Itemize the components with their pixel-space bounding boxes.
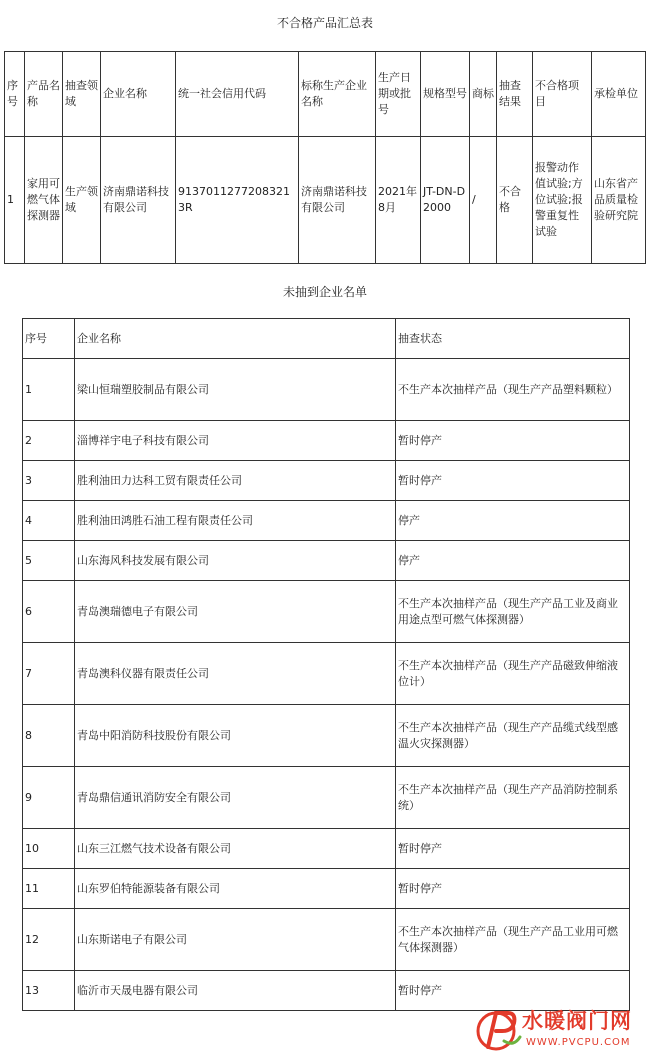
cell-index: 11	[23, 869, 75, 909]
header-cell: 序号	[23, 319, 75, 359]
unsampled-header-row	[23, 319, 630, 359]
cell-index: 4	[23, 501, 75, 541]
table-row	[23, 705, 630, 767]
table-row	[23, 359, 630, 421]
header-cell: 企业名称	[75, 319, 396, 359]
cell-status: 不生产本次抽样产品（现生产产品塑料颗粒）	[396, 359, 630, 421]
cell-inspector: 山东省产品质量检验研究院	[592, 137, 646, 264]
cell-index: 2	[23, 421, 75, 461]
header-cell: 生产日期或批号	[376, 52, 421, 137]
nonconforming-products-table	[4, 51, 646, 264]
table-row	[23, 909, 630, 971]
cell-status: 暂时停产	[396, 829, 630, 869]
cell-status: 不生产本次抽样产品（现生产产品工业及商业用途点型可燃气体探测器）	[396, 581, 630, 643]
unsampled-companies-table	[22, 318, 630, 1011]
header-cell: 统一社会信用代码	[176, 52, 299, 137]
cell-company: 青岛澳科仪器有限责任公司	[75, 643, 396, 705]
cell-index: 1	[5, 137, 25, 264]
table-row	[23, 643, 630, 705]
cell-domain: 生产领域	[63, 137, 101, 264]
header-cell: 标称生产企业名称	[299, 52, 376, 137]
cell-company: 临沂市天晟电器有限公司	[75, 971, 396, 1011]
cell-company: 胜利油田力达科工贸有限责任公司	[75, 461, 396, 501]
pvcpu-logo-icon	[474, 1003, 522, 1057]
cell-company: 济南鼎诺科技有限公司	[101, 137, 176, 264]
header-cell: 不合格项目	[533, 52, 592, 137]
cell-status: 停产	[396, 541, 630, 581]
cell-company: 青岛澳瑞德电子有限公司	[75, 581, 396, 643]
table-row	[23, 461, 630, 501]
cell-status: 暂时停产	[396, 421, 630, 461]
cell-company: 山东罗伯特能源装备有限公司	[75, 869, 396, 909]
cell-company: 胜利油田鸿胜石油工程有限责任公司	[75, 501, 396, 541]
table-row	[23, 541, 630, 581]
cell-index: 7	[23, 643, 75, 705]
cell-status: 不生产本次抽样产品（现生产产品缆式线型感温火灾探测器）	[396, 705, 630, 767]
cell-company: 山东海风科技发展有限公司	[75, 541, 396, 581]
cell-production-date: 2021年8月	[376, 137, 421, 264]
unsampled-title: 未抽到企业名单	[282, 285, 367, 299]
header-cell: 抽查领域	[63, 52, 101, 137]
cell-index: 9	[23, 767, 75, 829]
cell-company: 山东斯诺电子有限公司	[75, 909, 396, 971]
cell-index: 6	[23, 581, 75, 643]
header-cell: 企业名称	[101, 52, 176, 137]
cell-status: 不生产本次抽样产品（现生产产品工业用可燃气体探测器）	[396, 909, 630, 971]
cell-trademark: /	[470, 137, 497, 264]
cell-company: 淄博祥宇电子科技有限公司	[75, 421, 396, 461]
cell-status: 不生产本次抽样产品（现生产产品消防控制系统）	[396, 767, 630, 829]
cell-status: 不生产本次抽样产品（现生产产品磁致伸缩液位计）	[396, 643, 630, 705]
table-row	[23, 767, 630, 829]
header-cell: 抽查状态	[396, 319, 630, 359]
header-cell: 序号	[5, 52, 25, 137]
cell-status: 暂时停产	[396, 869, 630, 909]
watermark-brand: 水暖阀门网	[522, 1009, 632, 1033]
table-row	[23, 581, 630, 643]
cell-status: 暂时停产	[396, 461, 630, 501]
cell-index: 10	[23, 829, 75, 869]
table-row	[23, 829, 630, 869]
header-cell: 产品名称	[25, 52, 63, 137]
cell-company: 山东三江燃气技术设备有限公司	[75, 829, 396, 869]
watermark-url: WWW.PVCPU.COM	[526, 1037, 631, 1048]
cell-index: 3	[23, 461, 75, 501]
cell-credit-code: 91370112772083213R	[176, 137, 299, 264]
summary-title: 不合格产品汇总表	[276, 16, 373, 30]
cell-status: 停产	[396, 501, 630, 541]
cell-index: 13	[23, 971, 75, 1011]
cell-status: 暂时停产	[396, 971, 630, 1011]
header-cell: 商标	[470, 52, 497, 137]
header-cell: 抽查结果	[497, 52, 533, 137]
cell-failed-items: 报警动作值试验;方位试验;报警重复性试验	[533, 137, 592, 264]
cell-nominal-producer: 济南鼎诺科技有限公司	[299, 137, 376, 264]
table-row	[5, 137, 646, 264]
header-cell: 规格型号	[421, 52, 470, 137]
cell-company: 青岛鼎信通讯消防安全有限公司	[75, 767, 396, 829]
site-watermark	[474, 1003, 644, 1057]
cell-result: 不合格	[497, 137, 533, 264]
cell-index: 8	[23, 705, 75, 767]
table-row	[23, 869, 630, 909]
header-cell: 承检单位	[592, 52, 646, 137]
cell-company: 梁山恒瑞塑胶制品有限公司	[75, 359, 396, 421]
cell-index: 1	[23, 359, 75, 421]
summary-header-row	[5, 52, 646, 137]
cell-company: 青岛中阳消防科技股份有限公司	[75, 705, 396, 767]
cell-product-name: 家用可燃气体探测器	[25, 137, 63, 264]
cell-model: JT-DN-D2000	[421, 137, 470, 264]
table-row	[23, 501, 630, 541]
cell-index: 5	[23, 541, 75, 581]
cell-index: 12	[23, 909, 75, 971]
table-row	[23, 421, 630, 461]
